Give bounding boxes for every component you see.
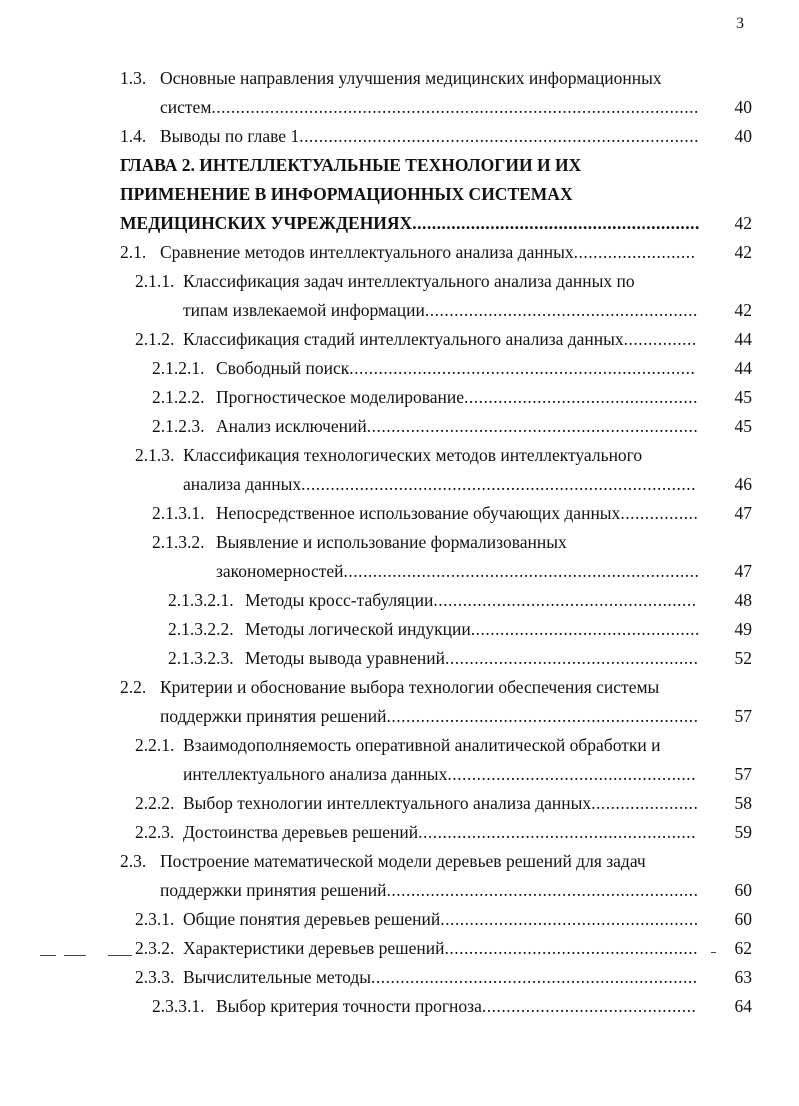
toc-line[interactable] (0, 67, 752, 89)
toc-line[interactable] (0, 299, 752, 321)
section-number: 2.1.3.2.1. (168, 590, 234, 610)
section-title: Достоинства деревьев решений (183, 822, 419, 842)
page-reference: 42 (734, 300, 752, 320)
section-number: 2.2.1. (135, 735, 175, 755)
page-reference: 45 (734, 416, 752, 436)
chapter-heading-line[interactable] (0, 154, 752, 176)
page-reference: 47 (734, 503, 752, 523)
page-reference: 60 (734, 909, 752, 929)
dot-leader: ................................................................... (371, 967, 698, 987)
page-reference: 40 (734, 126, 752, 146)
page-reference: 47 (734, 561, 752, 581)
dot-leader: ..................................................... (440, 909, 699, 929)
toc-line[interactable] (0, 676, 752, 698)
page-reference: 40 (734, 97, 752, 117)
dot-leader: .................................................... (444, 938, 698, 958)
scan-artifact-dash (64, 955, 86, 956)
dot-leader: ............................................ (481, 996, 697, 1016)
toc-line[interactable] (0, 473, 752, 495)
toc-line[interactable] (0, 966, 752, 988)
dot-leader: ................................................................ (386, 880, 699, 900)
page-reference: 42 (734, 242, 752, 262)
section-title: ПРИМЕНЕНИЕ В ИНФОРМАЦИОННЫХ СИСТЕМАХ (120, 184, 573, 204)
section-title: Анализ исключений (216, 416, 367, 436)
section-number: 2.3.1. (135, 909, 175, 929)
scan-artifact-dash (40, 955, 56, 956)
page-reference: 57 (734, 764, 752, 784)
section-number: 2.1.3.1. (152, 503, 205, 523)
scan-artifact-dash (108, 955, 132, 956)
dot-leader: ........................................................ (424, 300, 698, 320)
section-title: Непосредственное использование обучающих данных (216, 503, 621, 523)
section-title: Сравнение методов интеллектуального анализа данных (160, 242, 574, 262)
dot-leader: ................................................................ (386, 706, 699, 726)
toc-line[interactable] (0, 589, 752, 611)
section-title: Основные направления улучшения медицинских информационных (160, 68, 662, 88)
toc-line[interactable] (0, 357, 752, 379)
section-title: Вычислительные методы (183, 967, 372, 987)
dot-leader: ............................................... (470, 619, 700, 639)
toc-line[interactable] (0, 241, 752, 263)
section-number: 2.1.2.1. (152, 358, 205, 378)
page-number: 3 (736, 15, 744, 32)
section-title: Методы кросс-табуляции (245, 590, 434, 610)
page-reference: 62 (734, 938, 752, 958)
page-reference: 48 (734, 590, 752, 610)
section-title: Критерии и обоснование выбора технологии обеспечения системы (160, 677, 660, 697)
page-reference: 49 (734, 619, 752, 639)
toc-line[interactable] (0, 270, 752, 292)
toc-line[interactable] (0, 444, 752, 466)
dot-leader: ....................................................................... (349, 358, 696, 378)
section-number: 2.1.3.2. (152, 532, 205, 552)
toc-line[interactable] (0, 125, 752, 147)
dot-leader: ...................................................... (433, 590, 697, 610)
section-number: 1.4. (120, 126, 147, 146)
page-reference: 63 (734, 967, 752, 987)
section-title: Взаимодополняемость оперативной аналитической обработки и (183, 735, 661, 755)
section-title: МЕДИЦИНСКИХ УЧРЕЖДЕНИЯХ (120, 213, 413, 233)
section-title: Выбор технологии интеллектуального анализа данных (183, 793, 592, 813)
page-reference: 57 (734, 706, 752, 726)
toc-line[interactable] (0, 531, 752, 553)
section-title: закономерностей (216, 561, 344, 581)
section-title: Свободный поиск (216, 358, 350, 378)
toc-line[interactable] (0, 415, 752, 437)
section-title: Выводы по главе 1 (160, 126, 300, 146)
section-number: 2.1.1. (135, 271, 175, 291)
dot-leader: ........................................................... (412, 213, 700, 233)
toc-line[interactable] (0, 618, 752, 640)
section-number: 2.2.3. (135, 822, 175, 842)
dot-leader: ................................................... (447, 764, 696, 784)
section-number: 2.3.2. (135, 938, 175, 958)
page-reference: 60 (734, 880, 752, 900)
toc-line[interactable] (0, 908, 752, 930)
toc-line[interactable] (0, 821, 752, 843)
scan-artifact-dash (711, 952, 716, 953)
dot-leader: ................ (620, 503, 699, 523)
section-number: 2.2. (120, 677, 147, 697)
section-title: систем (160, 97, 212, 117)
section-title: анализа данных (183, 474, 302, 494)
toc-line[interactable] (0, 560, 752, 582)
page-reference: 44 (734, 358, 752, 378)
page-reference: 64 (734, 996, 752, 1016)
toc-line[interactable] (0, 763, 752, 785)
section-number: 2.1.2.2. (152, 387, 205, 407)
dot-leader: ......................... (573, 242, 696, 262)
section-title: Прогностическое моделирование (216, 387, 465, 407)
dot-leader: ......................................................................... (343, 561, 700, 581)
page-reference: 58 (734, 793, 752, 813)
section-title: Характеристики деревьев решений (183, 938, 445, 958)
page-reference: 59 (734, 822, 752, 842)
section-title: Построение математической модели деревьев решений для задач (160, 851, 646, 871)
section-title: Методы логической индукции (245, 619, 471, 639)
section-title: поддержки принятия решений (160, 880, 387, 900)
toc-line[interactable] (0, 647, 752, 669)
toc-line[interactable] (0, 502, 752, 524)
section-number: 2.1. (120, 242, 147, 262)
page-reference: 45 (734, 387, 752, 407)
section-number: 2.3.3.1. (152, 996, 205, 1016)
section-number: 1.3. (120, 68, 147, 88)
section-title: ГЛАВА 2. ИНТЕЛЛЕКТУАЛЬНЫЕ ТЕХНОЛОГИИ И ИХ (120, 155, 582, 175)
page-reference: 42 (734, 213, 752, 233)
section-number: 2.1.2. (135, 329, 175, 349)
section-number: 2.1.2.3. (152, 416, 205, 436)
section-title: Классификация задач интеллектуального анализа данных по (183, 271, 635, 291)
section-number: 2.3.3. (135, 967, 175, 987)
section-number: 2.1.3.2.3. (168, 648, 234, 668)
section-title: Общие понятия деревьев решений (183, 909, 441, 929)
dot-leader: .................................................................... (366, 416, 699, 436)
dot-leader: ................................................ (464, 387, 699, 407)
section-number: 2.2.2. (135, 793, 175, 813)
page-reference: 52 (734, 648, 752, 668)
toc-line[interactable] (0, 995, 752, 1017)
chapter-heading-line[interactable] (0, 183, 752, 205)
toc-line[interactable] (0, 705, 752, 727)
dot-leader: ............... (623, 329, 697, 349)
toc-line[interactable] (0, 96, 752, 118)
dot-leader: ...................... (591, 793, 699, 813)
toc-line[interactable] (0, 792, 752, 814)
section-title: Классификация технологических методов интеллектуального (183, 445, 643, 465)
section-title: типам извлекаемой информации (183, 300, 425, 320)
toc-line[interactable] (0, 734, 752, 756)
section-number: 2.1.3.2.2. (168, 619, 234, 639)
toc-line[interactable] (0, 879, 752, 901)
section-title: Выявление и использование формализованных (216, 532, 567, 552)
toc-line[interactable] (0, 328, 752, 350)
chapter-heading-line[interactable] (0, 212, 752, 234)
dot-leader: .................................................................................................... (211, 97, 699, 117)
section-title: интеллектуального анализа данных (183, 764, 448, 784)
page-reference: 46 (734, 474, 752, 494)
page-reference: 44 (734, 329, 752, 349)
section-title: Методы вывода уравнений (245, 648, 446, 668)
section-number: 2.3. (120, 851, 147, 871)
section-number: 2.1.3. (135, 445, 175, 465)
dot-leader: .................................................................................. (299, 126, 699, 146)
section-title: Выбор критерия точности прогноза (216, 996, 482, 1016)
dot-leader: .................................................... (445, 648, 699, 668)
section-title: Классификация стадий интеллектуального анализа данных (183, 329, 624, 349)
dot-leader: ................................................................................. (301, 474, 696, 494)
section-title: поддержки принятия решений (160, 706, 387, 726)
dot-leader: ......................................................... (418, 822, 696, 842)
toc-line[interactable] (0, 850, 752, 872)
toc-line[interactable] (0, 386, 752, 408)
